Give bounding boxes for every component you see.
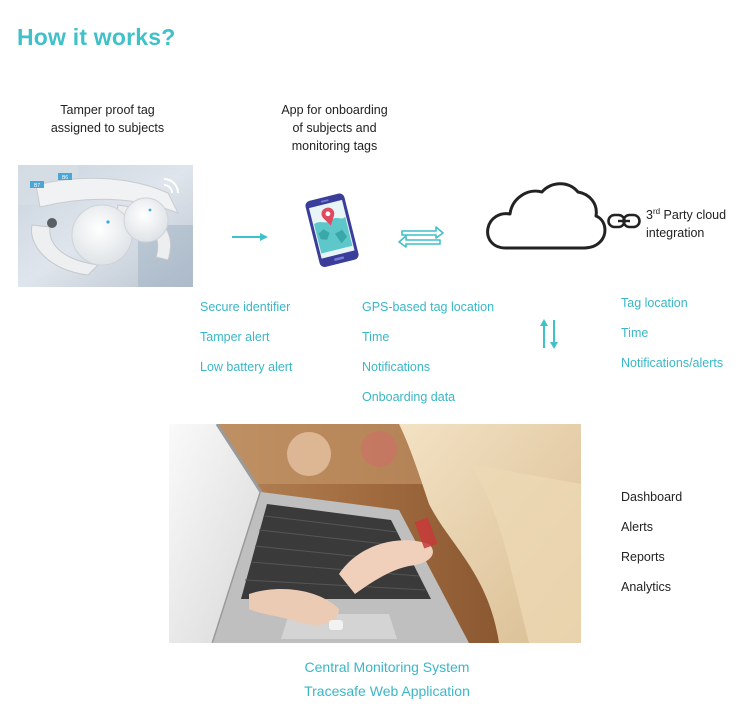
tag-badge-label: B6	[61, 175, 69, 181]
app-caption	[262, 101, 407, 155]
tag-caption-line: assigned to subjects	[50, 121, 165, 135]
list-item: Tag location	[621, 296, 688, 310]
app-caption-line: of subjects and	[292, 121, 377, 135]
page-title: How it works?	[17, 24, 176, 50]
phone-map-icon	[298, 190, 368, 270]
system-caption-line: Tracesafe Web Application	[304, 683, 470, 699]
list-item: Time	[362, 330, 390, 344]
laptop-photo	[169, 424, 581, 643]
list-item: Alerts	[621, 520, 653, 534]
swap-arrows-icon	[398, 222, 444, 250]
cloud-icon	[484, 178, 609, 252]
cloud-caption-line2: integration	[646, 226, 705, 241]
list-item: GPS-based tag location	[362, 300, 495, 314]
system-caption	[257, 655, 517, 703]
list-item: Time	[621, 326, 649, 340]
list-item: Tamper alert	[200, 330, 270, 344]
app-caption-line: monitoring tags	[291, 139, 378, 153]
tag-badge-label: B7	[33, 183, 41, 189]
system-features-list	[621, 488, 682, 608]
wristband-image	[18, 165, 193, 287]
system-caption-line: Central Monitoring System	[304, 659, 470, 675]
tag-features-list	[200, 298, 292, 388]
chain-link-icon	[607, 213, 641, 229]
arrow-right-icon	[230, 231, 270, 243]
app-caption-line: App for onboarding	[281, 103, 388, 117]
cloud-caption-line1: 3rd Party cloud	[646, 207, 727, 223]
list-item: Secure identifier	[200, 300, 291, 314]
list-item: Notifications/alerts	[621, 356, 724, 370]
list-item: Analytics	[621, 580, 672, 594]
list-item: Low battery alert	[200, 360, 293, 374]
tag-wristband-photo	[18, 165, 193, 287]
app-features-list	[362, 298, 494, 418]
list-item: Reports	[621, 550, 665, 564]
list-item: Dashboard	[621, 490, 683, 504]
up-down-arrows-icon	[538, 318, 560, 350]
cloud-caption	[646, 203, 750, 242]
list-item: Onboarding data	[362, 390, 456, 404]
cloud-features-list	[621, 294, 723, 384]
list-item: Notifications	[362, 360, 431, 374]
tag-caption	[30, 101, 185, 137]
laptop-image	[169, 424, 581, 643]
tag-caption-line: Tamper proof tag	[60, 103, 155, 117]
